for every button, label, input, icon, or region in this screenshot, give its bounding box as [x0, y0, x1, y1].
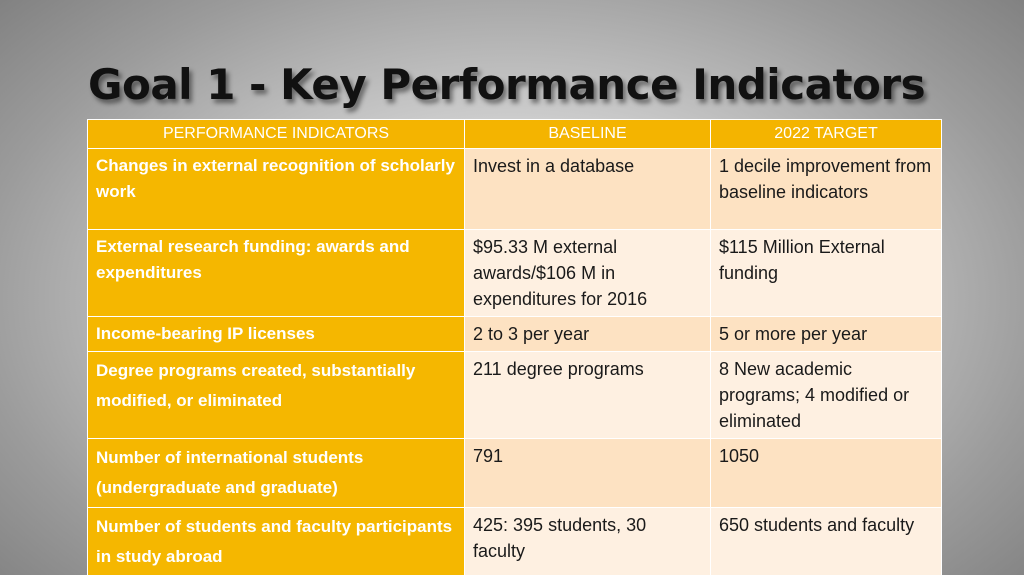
indicator-cell: Number of international students (undergraduate and graduate): [88, 439, 465, 508]
baseline-cell: 425: 395 students, 30 faculty: [465, 508, 711, 575]
target-cell: 650 students and faculty: [711, 508, 942, 575]
header-performance-indicators: PERFORMANCE INDICATORS: [88, 120, 465, 149]
target-cell: 8 New academic programs; 4 modified or eliminated: [711, 352, 942, 439]
indicator-cell: Number of students and faculty participants in study abroad: [88, 508, 465, 575]
target-cell: 1 decile improvement from baseline indicators: [711, 149, 942, 230]
indicator-cell: Degree programs created, substantially modified, or eliminated: [88, 352, 465, 439]
table-header-row: [88, 120, 942, 149]
indicator-cell: Income-bearing IP licenses: [88, 317, 465, 352]
indicator-cell: External research funding: awards and expenditures: [88, 230, 465, 317]
baseline-cell: Invest in a database: [465, 149, 711, 230]
baseline-cell: 791: [465, 439, 711, 508]
baseline-cell: $95.33 M external awards/$106 M in expenditures for 2016: [465, 230, 711, 317]
slide-title: Goal 1 - Key Performance Indicators: [88, 60, 926, 109]
baseline-cell: 2 to 3 per year: [465, 317, 711, 352]
table-row: [88, 230, 942, 317]
table-row: [88, 508, 942, 575]
header-baseline: BASELINE: [465, 120, 711, 149]
header-2022-target: 2022 TARGET: [711, 120, 942, 149]
table-row: [88, 439, 942, 508]
baseline-cell: 211 degree programs: [465, 352, 711, 439]
table-row: [88, 352, 942, 439]
table-row: [88, 149, 942, 230]
target-cell: 5 or more per year: [711, 317, 942, 352]
target-cell: 1050: [711, 439, 942, 508]
table-row: [88, 317, 942, 352]
kpi-table: [87, 119, 942, 575]
indicator-cell: Changes in external recognition of scholarly work: [88, 149, 465, 230]
target-cell: $115 Million External funding: [711, 230, 942, 317]
